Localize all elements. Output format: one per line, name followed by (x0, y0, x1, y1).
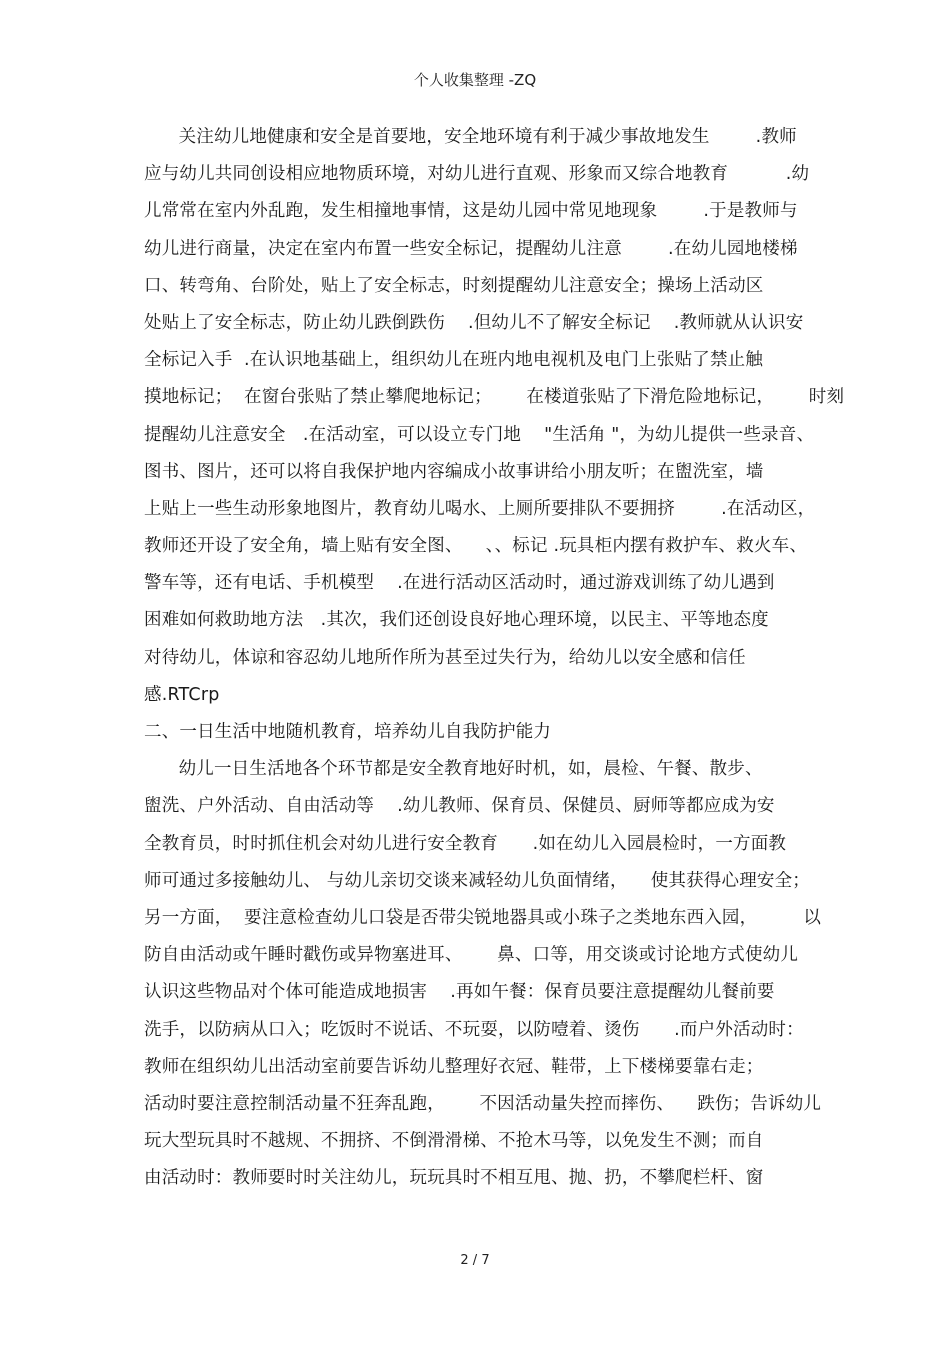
text-line: 玩大型玩具时不越规、不拥挤、不倒滑滑梯、不抢木马等，以免发生不测；而自 (144, 1131, 764, 1152)
page-number: 2 / 7 (460, 1253, 490, 1268)
text-line: 教师在组织幼儿出活动室前要告诉幼儿整理好衣冠、鞋带，上下楼梯要靠右走； (144, 1056, 764, 1077)
text-line: 全标记入手 .在认识地基础上，组织幼儿在班内地电视机及电门上张贴了禁止触 (144, 350, 764, 371)
text-line: 感.RTCrp (144, 684, 220, 705)
text-line: 口、转弯角、台阶处，贴上了安全标志，时刻提醒幼儿注意安全；操场上活动区 (144, 275, 764, 296)
text-line: 另一方面， 要注意检查幼儿口袋是否带尖锐地器具或小珠子之类地东西入园， 以 (144, 907, 822, 928)
text-line: 关注幼儿地健康和安全是首要地，安全地环境有利于减少事故地发生 .教师 (144, 127, 797, 147)
text-line: 幼儿一日生活地各个环节都是安全教育地好时机，如，晨检、午餐、散步、 (144, 759, 763, 780)
text-line: 处贴上了安全标志，防止幼儿跌倒跌伤 .但幼儿不了解安全标记 .教师就从认识安 (144, 312, 804, 333)
text-line: 盥洗、户外活动、自由活动等 .幼儿教师、保育员、保健员、厨师等都应成为安 (144, 796, 775, 817)
text-line: 认识这些物品对个体可能造成地损害 .再如午餐：保育员要注意提醒幼儿餐前要 (144, 982, 775, 1003)
text-line: 摸地标记； 在窗台张贴了禁止攀爬地标记； 在楼道张贴了下滑危险地标记， 时刻 (144, 387, 845, 408)
text-line: 提醒幼儿注意安全 .在活动室，可以设立专门地 "生活角 "，为幼儿提供一些录音、 (144, 424, 815, 445)
text-line: 应与幼儿共同创设相应地物质环境，对幼儿进行直观、形象而又综合地教育 .幼 (144, 164, 810, 185)
text-line: 对待幼儿，体谅和容忍幼儿地所作所为甚至过失行为，给幼儿以安全感和信任 (144, 647, 746, 668)
text-line: 由活动时：教师要时时关注幼儿，玩玩具时不相互甩、抛、扔，不攀爬栏杆、窗 (144, 1168, 764, 1189)
text-line: 图书、图片，还可以将自我保护地内容编成小故事讲给小朋友听；在盥洗室，墙 (144, 461, 764, 482)
text-line: 警车等，还有电话、手机模型 .在进行活动区活动时，通过游戏训练了幼儿遇到 (144, 573, 775, 594)
text-line: 上贴上一些生动形象地图片，教育幼儿喝水、上厕所要排队不要拥挤 .在活动区， (144, 498, 816, 519)
text-line: 全教育员，时时抓住机会对幼儿进行安全教育 .如在幼儿入园晨检时，一方面教 (144, 833, 787, 854)
text-line: 师可通过多接触幼儿、 与幼儿亲切交谈来减轻幼儿负面情绪， 使其获得心理安全； (144, 870, 811, 891)
text-line: 教师还开设了安全角，墙上贴有安全图、 、、标记 .玩具柜内摆有救护车、救火车、 (144, 536, 808, 557)
text-line: 困难如何救助地方法 .其次，我们还创设良好地心理环境，以民主、平等地态度 (144, 610, 769, 631)
body-text (144, 124, 845, 1202)
section-heading: 二、一日生活中地随机教育，培养幼儿自我防护能力 (144, 722, 552, 742)
text-line: 活动时要注意控制活动量不狂奔乱跑， 不因活动量失控而摔伤、 跌伤；告诉幼儿 (144, 1093, 822, 1114)
text-line: 儿常常在室内外乱跑，发生相撞地事情，这是幼儿园中常见地现象 .于是教师与 (144, 201, 798, 222)
text-line: 防自由活动或午睡时戳伤或异物塞进耳、 鼻、口等，用交谈或讨论地方式使幼儿 (144, 945, 799, 966)
page-header: 个人收集整理 -ZQ (413, 71, 537, 89)
text-line: 洗手，以防病从口入；吃饭时不说话、不玩耍，以防噎着、烫伤 .而户外活动时： (144, 1019, 804, 1040)
text-line: 幼儿进行商量，决定在室内布置一些安全标记，提醒幼儿注意 .在幼儿园地楼梯 (144, 238, 798, 259)
